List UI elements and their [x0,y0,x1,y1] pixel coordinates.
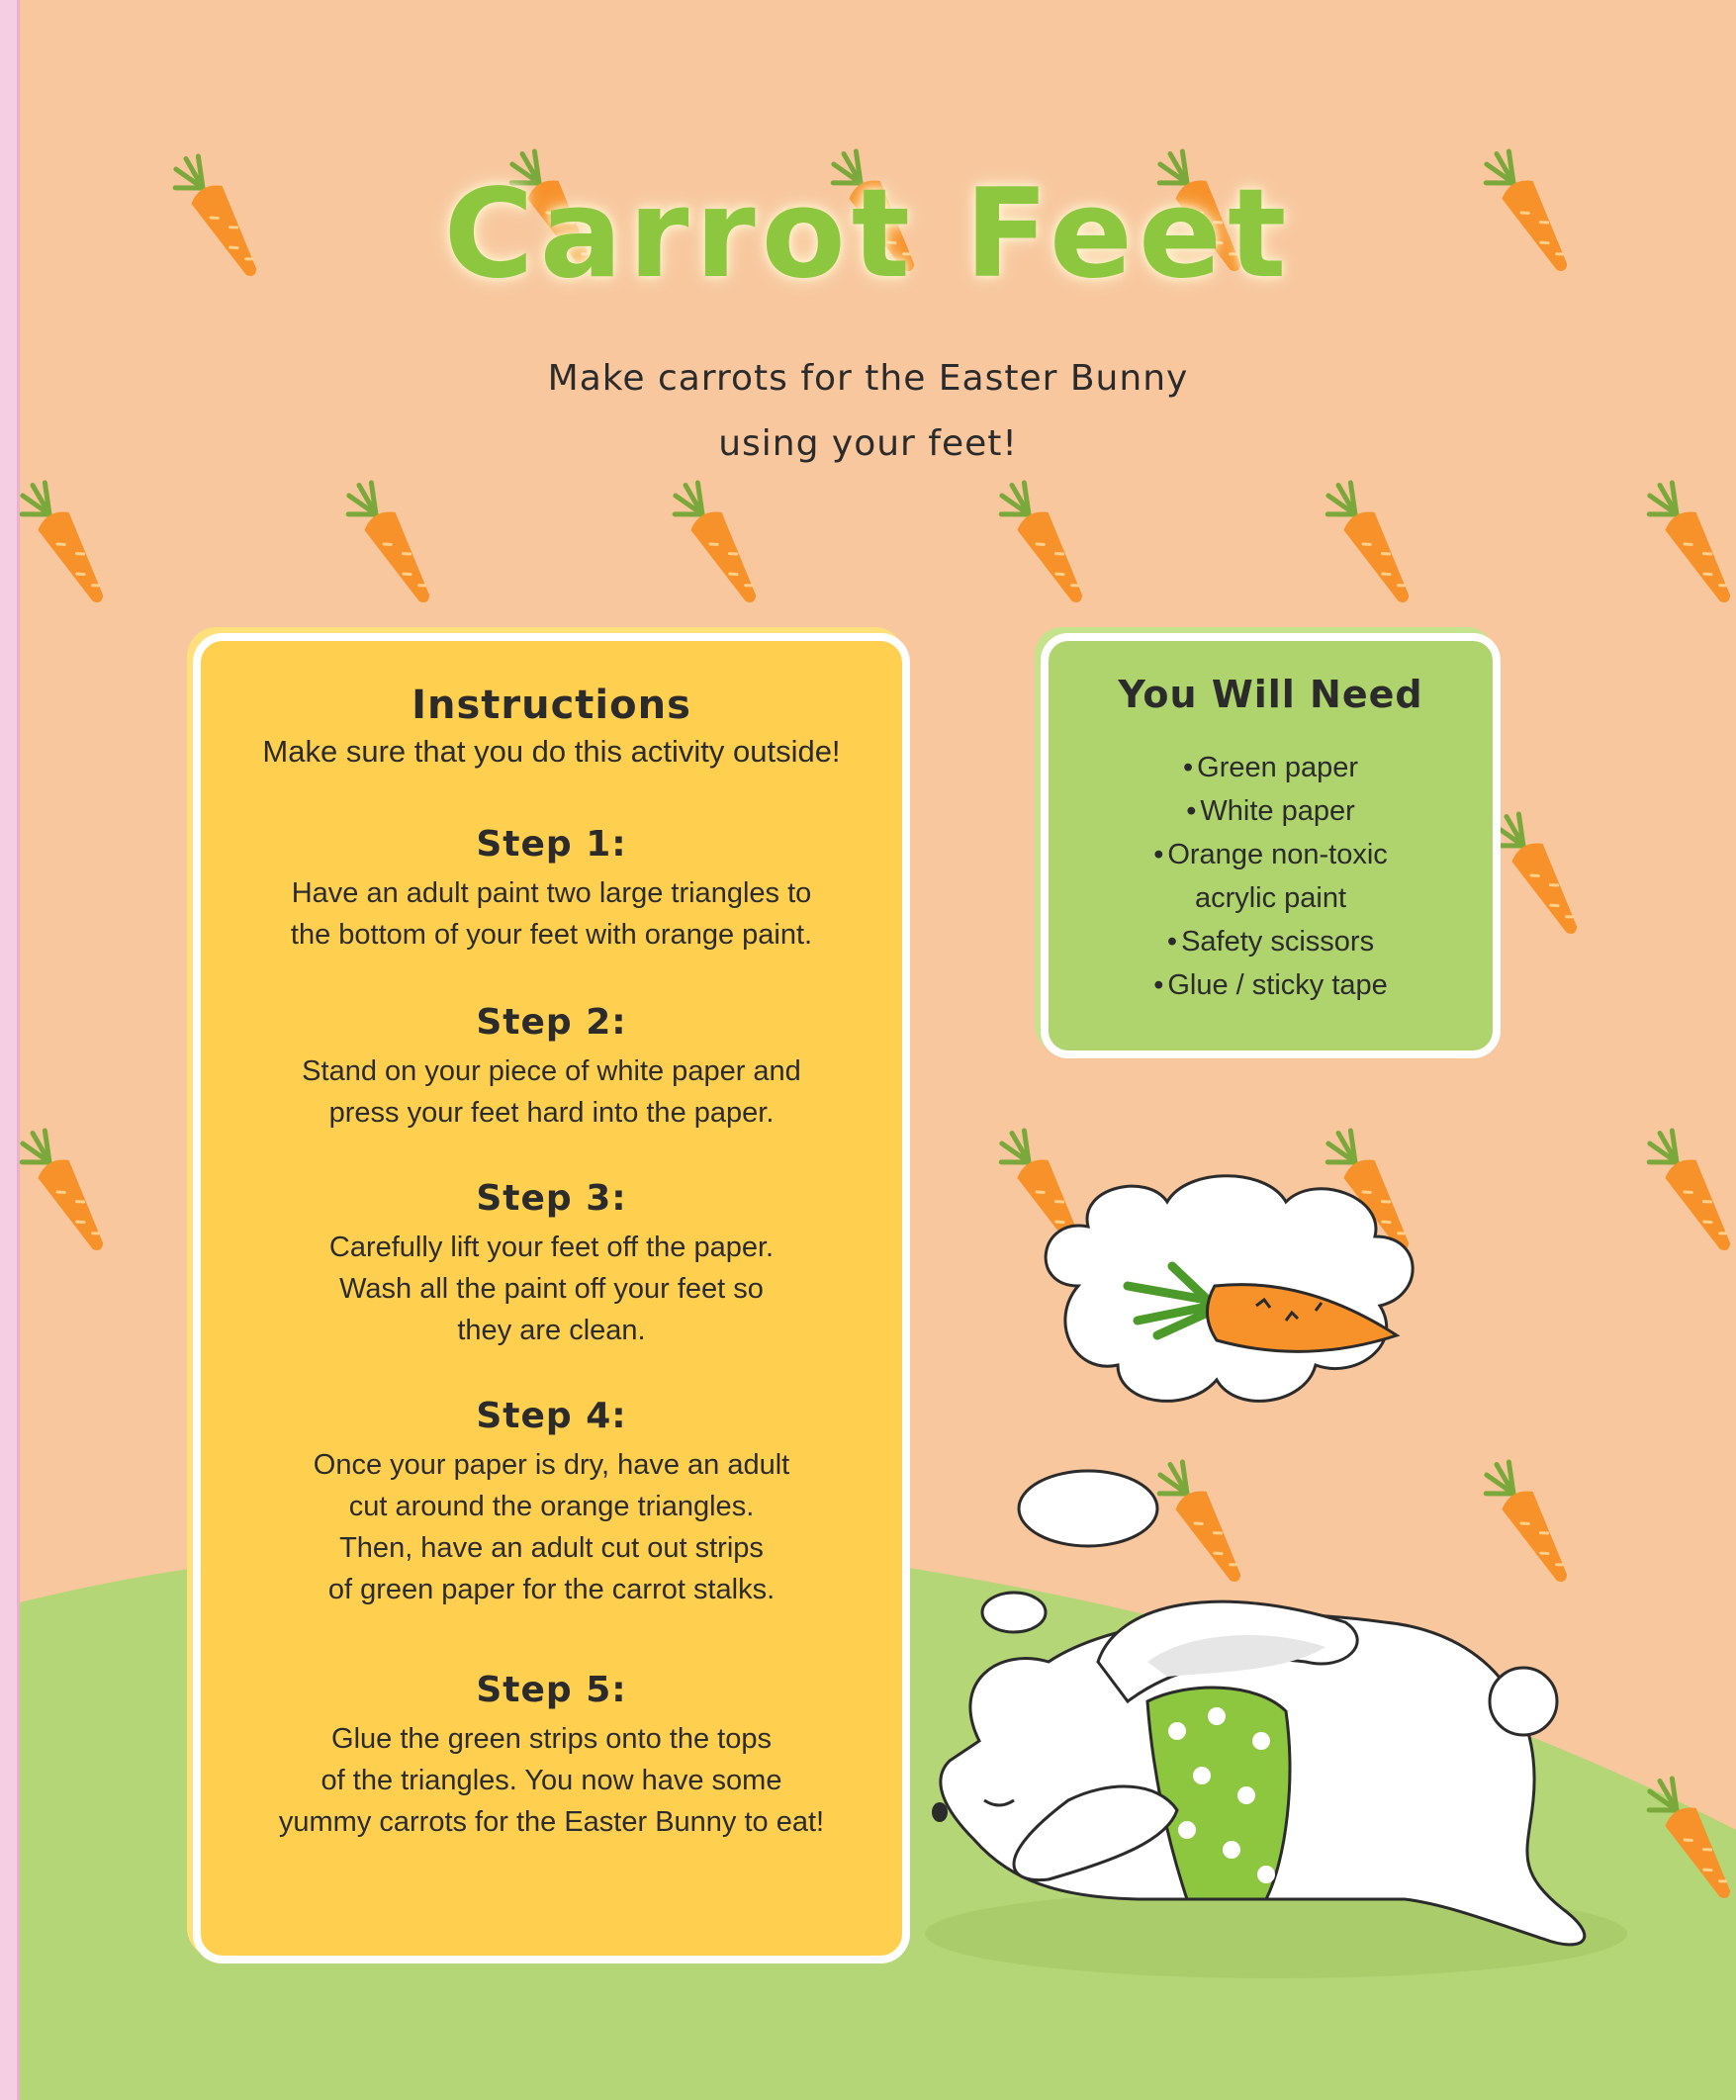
bunny [932,1601,1585,1945]
step-label: Step 2: [476,1002,627,1043]
step-text: Once your paper is dry, have an adult cut around the orange triangles. Then, have an adult cut out strips of green paper for the carrot stalks. [313,1449,790,1605]
instructions-note: Make sure that you do this activity outside! [262,734,841,769]
supply-item: • Glue / sticky tape [1153,969,1388,1001]
step-text: Stand on your piece of white paper and press your feet hard into the paper. [302,1055,801,1129]
step-text: Have an adult paint two large triangles to the bottom of your feet with orange paint. [290,877,813,951]
step-label: Step 4: [476,1396,627,1436]
supply-item: • Safety scissors [1166,926,1375,958]
subtitle-line-1: Make carrots for the Easter Bunny [547,358,1189,399]
step-label: Step 1: [476,824,627,865]
supply-item: • Green paper [1183,752,1358,783]
step-label: Step 3: [476,1178,627,1219]
you-will-need-heading: You Will Need [1118,673,1423,716]
step-text: Carefully lift your feet off the paper. Wash all the paint off your feet so they are clean. [328,1232,775,1346]
subtitle-line-2: using your feet! [718,423,1018,464]
supply-item: • White paper [1186,795,1355,827]
instructions-heading: Instructions [411,683,691,728]
supply-item: • Orange non-toxic acrylic paint [1153,839,1388,914]
thought-bubble [982,1176,1413,1632]
step-text: Glue the green strips onto the tops of the triangles. You now have some yummy carrots for the Easter Bunny to eat! [278,1723,825,1838]
step-label: Step 5: [476,1670,627,1710]
page-title: Carrot Feet [443,163,1293,306]
